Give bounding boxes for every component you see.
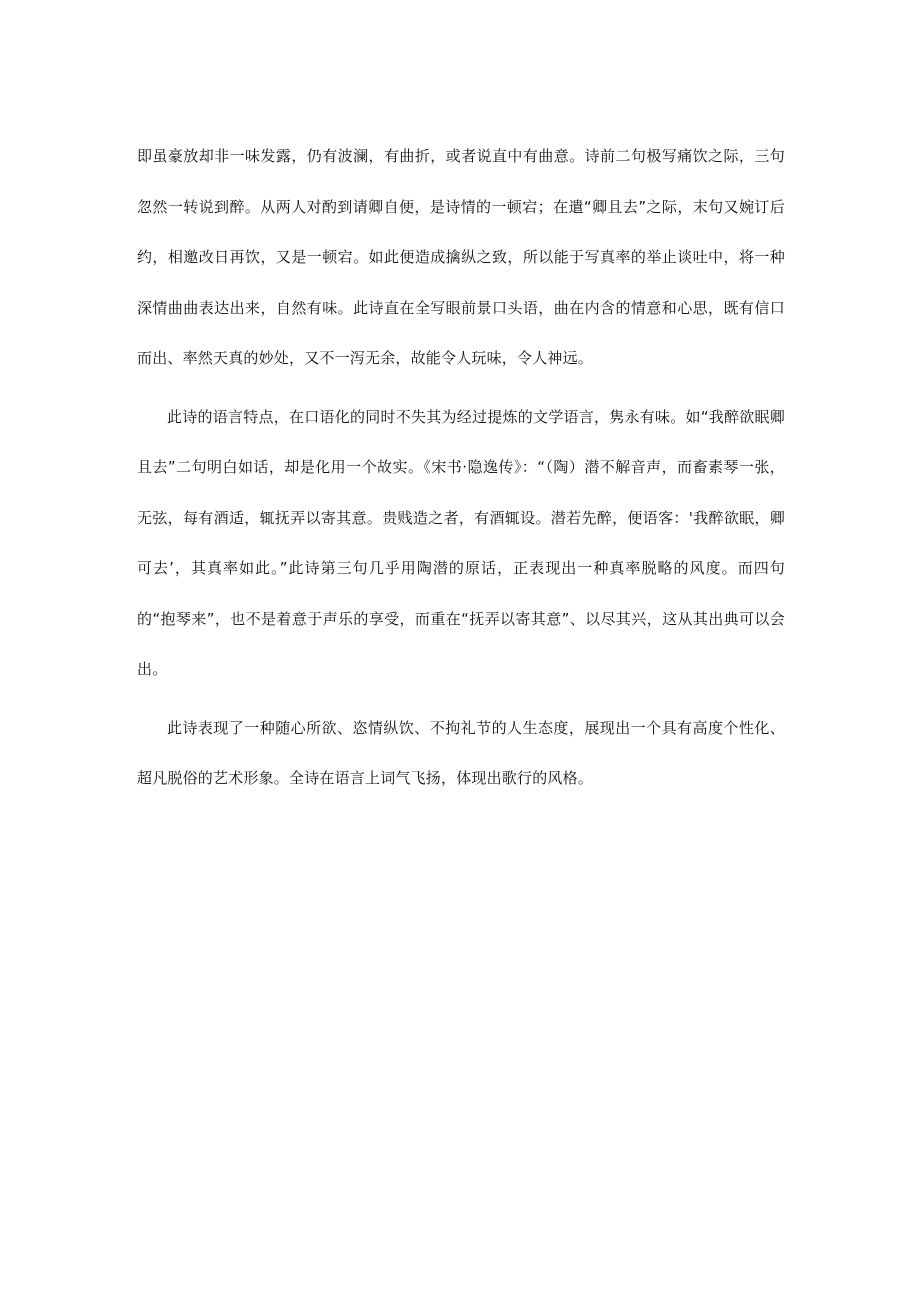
document-body xyxy=(137,131,785,804)
paragraph-2: 此诗的语言特点，在口语化的同时不失其为经过提炼的文学语言，隽永有味。如“我醉欲眠卿且去”二句明白如话，却是化用一个故实。《宋书·隐逸传》：“（陶）潜不解音声，而畜素琴一张，无弦，每有酒适，辄抚弄以寄其意。贵贱造之者，有酒辄设。潜若先醉，便语客：'我醉欲眠，卿可去’，其真率如此。”此诗第三句几乎用陶潜的原话，正表现出一种真率脱略的风度。而四句的“抱琴来”，也不是着意于声乐的享受，而重在“抚弄以寄其意”、以尽其兴，这从其出典可以会出。 xyxy=(137,407,785,678)
paragraph-1: 即虽豪放却非一味发露，仍有波澜，有曲折，或者说直中有曲意。诗前二句极写痛饮之际，三句忽然一转说到醉。从两人对酌到请卿自便，是诗情的一顿宕；在遣“卿且去”之际，末句又婉订后约，相邀改日再饮，又是一顿宕。如此便造成擒纵之致，所以能于写真率的举止谈吐中，将一种深情曲曲表达出来，自然有味。此诗直在全写眼前景口头语，曲在内含的情意和心思，既有信口而出、率然天真的妙处，又不一泻无余，故能令人玩味，令人神远。 xyxy=(137,147,785,367)
paragraph-3: 此诗表现了一种随心所欲、恣情纵饮、不拘礼节的人生态度，展现出一个具有高度个性化、超凡脱俗的艺术形象。全诗在语言上词气飞扬，体现出歌行的风格。 xyxy=(137,718,785,787)
